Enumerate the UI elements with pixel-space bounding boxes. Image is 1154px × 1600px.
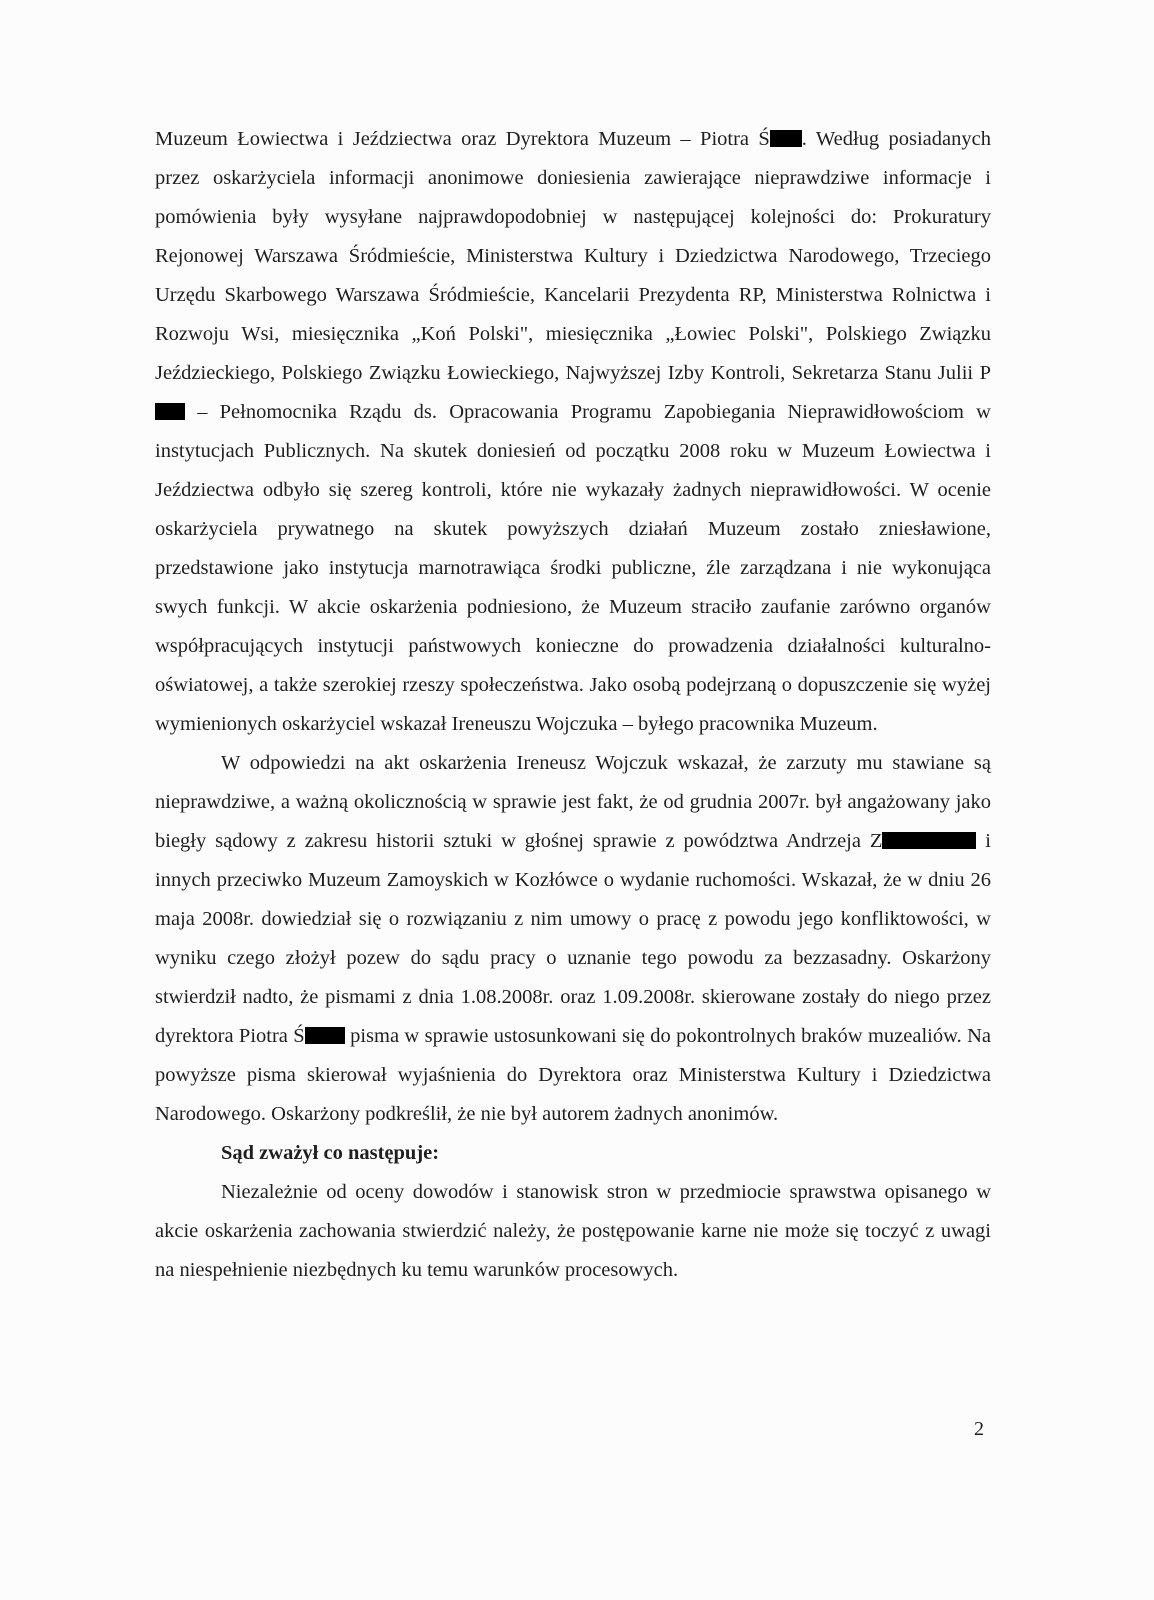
redaction-block (305, 1027, 345, 1044)
section-heading: Sąd zważył co następuje: (221, 1142, 440, 1164)
paragraph-1-part-1: Muzeum Łowiectwa i Jeździectwa oraz Dyrektora Muzeum – Piotra Ś (155, 128, 770, 150)
redaction-block (770, 130, 802, 147)
paragraph-3: Niezależnie od oceny dowodów i stanowisk stron w przedmiocie sprawstwa opisanego w akcie oskarżenia zachowania stwierdzić należy, że postępowanie karne nie może się toczyć z uwagi na niespełnienie niezbędnych ku temu warunków procesowych. (155, 1181, 991, 1281)
redaction-block (882, 832, 976, 849)
paragraph-1-part-2: . Według posiadanych przez oskarżyciela informacji anonimowe doniesienia zawierające nieprawdziwe informacje i pomówienia były wysyłane najprawdopodobniej w następującej kolejności do: Prokuratury Rejonowej Warszawa Śródmieście, Ministerstwa Kultury i Dziedzictwa Narodowego, Trzeciego Urzędu Skarbowego Warszawa Śródmieście, Kancelarii Prezydenta RP, Ministerstwa Rolnictwa i Rozwoju Wsi, miesięcznika „Koń Polski", miesięcznika „Łowiec Polski", Polskiego Związku Jeździeckiego, Polskiego Związku Łowieckiego, Najwyższej Izby Kontroli, Sekretarza Stanu Julii P (155, 128, 991, 384)
paragraph-2-part-1: W odpowiedzi na akt oskarżenia Ireneusz Wojczuk wskazał, że zarzuty mu stawiane są nieprawdziwe, a ważną okolicznością w sprawie jest fakt, że od grudnia 2007r. był angażowany jako biegły sądowy z zakresu historii sztuki w głośnej sprawie z powództwa Andrzeja Z (155, 752, 991, 852)
page-number: 2 (974, 1418, 984, 1440)
paragraph-2-part-2: i innych przeciwko Muzeum Zamoyskich w Kozłówce o wydanie ruchomości. Wskazał, że w dniu 26 maja 2008r. dowiedział się o rozwiązaniu z nim umowy o pracę z powodu jego konfliktowości, w wyniku czego złożył pozew do sądu pracy o uznanie tego powodu za bezzasadny. Oskarżony stwierdził nadto, że pismami z dnia 1.08.2008r. oraz 1.09.2008r. skierowane zostały do niego przez dyrektora Piotra Ś (155, 830, 991, 1047)
paragraph-2 (155, 744, 991, 1134)
paragraph-2-part-3: pisma w sprawie ustosunkowani się do pokontrolnych braków muzealiów. Na powyższe pisma skierował wyjaśnienia do Dyrektora oraz Ministerstwa Kultury i Dziedzictwa Narodowego. Oskarżony podkreślił, że nie był autorem żadnych anonimów. (155, 1025, 991, 1125)
redaction-block (155, 403, 185, 420)
document-body (155, 120, 991, 1290)
paragraph-1 (155, 120, 991, 744)
paragraph-1-part-3: – Pełnomocnika Rządu ds. Opracowania Programu Zapobiegania Nieprawidłowościom w instytucjach Publicznych. Na skutek doniesień od początku 2008 roku w Muzeum Łowiectwa i Jeździectwa odbyło się szereg kontroli, które nie wykazały żadnych nieprawidłowości. W ocenie oskarżyciela prywatnego na skutek powyższych działań Muzeum zostało zniesławione, przedstawione jako instytucja marnotrawiąca środki publiczne, źle zarządzana i nie wykonująca swych funkcji. W akcie oskarżenia podniesiono, że Muzeum straciło zaufanie zarówno organów współpracujących instytucji państwowych konieczne do prowadzenia działalności kulturalno-oświatowej, a także szerokiej rzeszy społeczeństwa. Jako osobą podejrzaną o dopuszczenie się wyżej wymienionych oskarżyciel wskazał Ireneuszu Wojczuka – byłego pracownika Muzeum. (155, 401, 991, 735)
